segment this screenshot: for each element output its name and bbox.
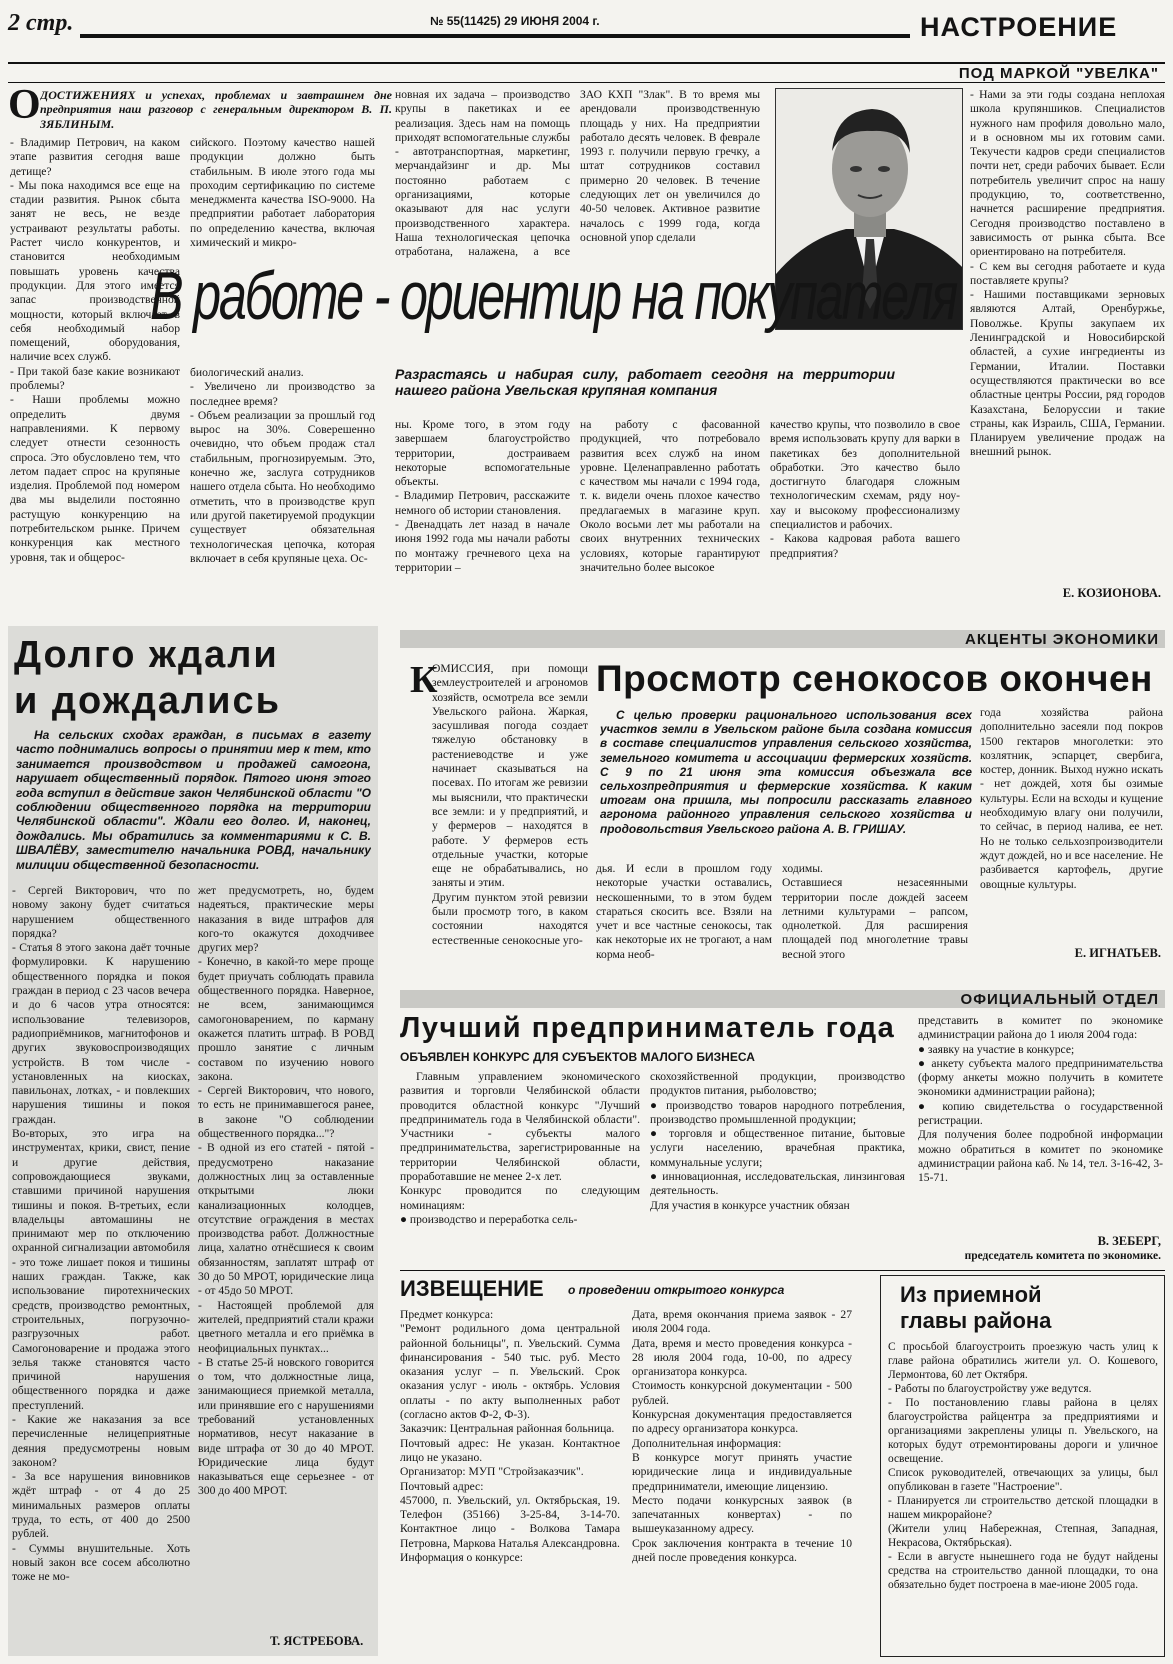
article2-col1: - Сергей Викторович, что по новому закону будет считаться нарушением общественного порядка? - Статья 8 этого закона даёт точные формулировки. К нарушению общественного порядка и покоя граждан в период с 23 часов вечера и до 6 часов утра относятся: использование телевизоров, радиоприёмников, магнитофонов и других звуковоспроизводящих устройств. В том числе - установленных на киосках, павильонах, лотках, - и повлекших нарушения тишины и покоя граждан. Во-вторых, это игра на инструментах, крики, свист, пение и другие действия, сопровождающиеся звуками, ставшими причиной нарушения тишины и покоя. В-третьих, если владельцы автомашины не принимают мер по отключению охранной сигнализации автомобиля - это тоже лишает покоя и тишины наших граждан. Также, как использование пиротехнических средств, производство ремонтных, строительных, погрузочно-разгрузочных работ. Самогоноварение и продажа этого зелья также становятся часто причиной нарушения общественного порядка и даже преступлений. - Какие же наказания за все перечисленные нелицеприятные деяния предусмотрены новым законом? - За все нарушения виновников ждёт штраф - от 4 до 25 минимальных размеров оплаты труда, то есть, от 400 до 2500 рублей. - Суммы внушительные. Хоть новый закон все сосем абсолютно тоже не мо- bbox=[12, 884, 190, 1584]
article4-col1: Главным управлением экономического развития и торговли Челябинской области проводится областной конкурс "Лучший предприниматель года в Челябинской области". Участники - субъекты малого предпринимательства, зарегистрированные на территории Челябинской области, проработавшие не менее 2-х лет. Конкурс проводится по следующим номинациям: ● производство и переработка сель- bbox=[400, 1070, 640, 1226]
article1-intro: ДОСТИЖЕНИЯХ и успехах, проблемах и завтрашнем дне предприятия наш разговор с генеральным директором В. П. ЗЯБЛИНЫМ. bbox=[40, 88, 392, 131]
article1-col6: - Нами за эти годы создана неплохая школа крупяншиков. Специалистов нужного нам профиля довольно мало, и в основном мы их готовим сами. Текучести кадров среди специалистов почти нет, среди рабочих бывает. Если потребитель увеличит спрос на нашу продукцию, то, соответственно, начнется расширение предприятия. Сегодня производство поставлено в зависимость от рынка сбыта. Все ориентировано на потребителя. - С кем вы сегодня работаете и куда поставляете крупы? - Нашими поставщиками зерновых являются Алтай, Оренбуржье, Поволжье. Крупы закупаем их Ленинградской и Новосибирской областей, а сухие ингредиенты из Германии, Италии. Поставки осуществляются практически во все областные центры России, ряд городов Казахстана, Белоруссии и такие страны, как Израиль, США, Германии. Планируем увеличение продаж на внешний рынок. bbox=[970, 88, 1165, 459]
article5-subtitle: о проведении открытого конкурса bbox=[568, 1283, 785, 1297]
page-number: 2 стр. bbox=[8, 10, 74, 36]
article2-title-line1: Долго ждали bbox=[14, 634, 279, 676]
article4-subtitle: ОБЪЯВЛЕН КОНКУРС ДЛЯ СУБЪЕКТОВ МАЛОГО БИЗНЕСА bbox=[400, 1050, 755, 1064]
article2-col2: жет предусмотреть, но, будем надеяться, практические меры наказания в виде штрафов для кого-то окажутся доходчивее других мер? - Конечно, в какой-то мере проще будет приучать соблюдать правила общественного порядка. Наверное, не всем, занимающимся самогоноварением, по карману окажется платить штраф. В РОВД прошло занятие с личным составом по изучению нового закона. - Сергей Викторович, что нового, то есть не принимавшегося ранее, в законе "О соблюдении общественного порядка..."? - В одной из его статей - пятой - предусмотрено наказание должностных лиц за оставленные открытыми люки канализационных колодцев, отсутствие ограждения в местах производства работ. Должностные лица, халатно отнёсшиеся к своим обязанностям, заплатят штраф от 30 до 50 МРОТ, юридические лица - от 45до 50 МРОТ. - Настоящей проблемой для жителей, предприятий стали кражи цветного металла и его приёмка в неофициальных пунктах... - В статье 25-й новского говорится о том, что должностные лица, занимающиеся приемкой металла, или принявшие его с нарушениями требований установленных нормативов, несут наказание в виде штрафа от 30 до 40 МРОТ. Юридические лица будут наказываться еще серьезнее - от 300 до 400 МРОТ. bbox=[198, 884, 374, 1498]
article3-col2: дья. И если в прошлом году некоторые участки оставались, нескошенными, то в этом будем стараться скосить все. Взяли на учет и все частные сенокосы, так как некоторые их не трогают, а нам корма необ- bbox=[596, 862, 772, 961]
article4-signature-name: В. ЗЕБЕРГ, bbox=[1097, 1234, 1161, 1248]
article6-title-line1: Из приемной bbox=[900, 1282, 1042, 1307]
article3-dropcap: К bbox=[410, 659, 438, 701]
article4-title: Лучший предприниматель года bbox=[400, 1012, 896, 1044]
header-rule bbox=[8, 62, 1165, 64]
article3-signature: Е. ИГНАТЬЕВ. bbox=[1074, 946, 1161, 960]
article3-lead: С целью проверки рационального использования всех участков земли в Увельском районе была создана комиссия в составе специалистов управления сельского хозяйства, земельного комитета и ассоциации фермерских хозяйств. С 9 по 21 июня эта комиссия объезжала все сельхозпредприятия и фермерские хозяйства. К каким итогам она пришла, мы попросили рассказать главного агронома районного управления сельского хозяйства и продовольствия Увельского района А. В. ГРИШАУ. bbox=[600, 708, 972, 836]
article4-kicker: ОФИЦИАЛЬНЫЙ ОТДЕЛ bbox=[960, 991, 1159, 1008]
article3-col1: ОМИССИЯ, при помощи землеустроителей и агрономов хозяйств, осмотрела все земли Увельского района. Жаркая, засушливая погода создает тяжелую обстановку в растениеводстве и уже начинает сказываться на посевах. По итогам же ревизии мы выяснили, что практически все земли: и у предприятий, и у фермеров – находятся в работе. У фермеров есть отдельные участки, которые еще не обрабатывались, но заняты и этим. Другим пунктом этой ревизии были просмотр того, в каком состоянии находятся естественные сенокосные уго- bbox=[432, 662, 588, 947]
article1-col2-top: сийского. Поэтому качество нашей продукции должно быть стабильным. В июле этого года мы проходим сертификацию по системе менеджмента качества ISO-9000. На предприятии работает лаборатория по определению качества, включая химический и микро- bbox=[190, 136, 375, 250]
article3-col3: ходимы. Оставшиеся незасеянными территории после дождей засеем летними культурами – рапсом, однолеткой. Для расширения площадей под многолетние травы весной этого bbox=[782, 862, 968, 961]
article1-col4-bottom: на работу с фасованной продукцией, что потребовало развития всех служб на ином уровне. Целенаправленно работать с качеством мы начали с 1994 года, т. к. видели очень плохое качество предлагаемых в магазине круп. Около восьми лет мы работали на своих внутренних технических условиях, которые гарантируют значительно более высокое bbox=[580, 418, 760, 574]
article1-kicker-rule bbox=[8, 82, 1165, 83]
article1-subtitle: Разрастаясь и набирая силу, работает сегодня на территории нашего района Увельская крупяная компания bbox=[395, 366, 895, 398]
article1-title: В работе - ориентир на покупателя bbox=[150, 258, 957, 334]
article1-col3-top: новная их задача – производство крупы в пакетиках и ее реализация. Здесь нам на помощь приходят вспомогательные службы - автотранспортная, маркетинг, мерчандайзинг и др. Мы постоянно работаем с организациями, которые оказывают для нас услуги производственного характера. Наша технологическая цепочка отработана, налажена, а все bbox=[395, 88, 570, 259]
article4-col3: представить в комитет по экономике администрации района до 1 июля 2004 года: ● заявку на участие в конкурсе; ● анкету субъекта малого предпринимательства (форму анкеты можно получить в комитете экономики администрации района); ● копию свидетельства о государственной регистрации. Для получения более подробной информации можно обратиться в комитет по экономике администрации района каб. № 14, тел. 3-16-42, 3-15-71. bbox=[918, 1014, 1163, 1185]
article4-col2: скохозяйственной продукции, производство продуктов питания, рыболовство; ● производство товаров народного потребления, производство промышленной продукции; ● торговля и общественное питание, бытовые услуги населению, врачебная практика, коммунальные услуги; ● инновационная, исследовательская, линзинговая деятельность. Для участия в конкурсе участник обязан bbox=[650, 1070, 905, 1212]
article1-kicker: ПОД МАРКОЙ "УВЕЛКА" bbox=[958, 65, 1159, 82]
article3-title: Просмотр сенокосов окончен bbox=[596, 658, 1153, 699]
article1-dropcap: О bbox=[8, 82, 41, 128]
article5-col2: Дата, время окончания приема заявок - 27 июля 2004 года. Дата, время и место проведения конкурса - 28 июля 2004 года, 10-00, по адресу организатора конкурса. Стоимость конкурсной документации - 500 рублей. Конкурсная документация предоставляется по адресу организатора конкурса. Дополнительная информация: В конкурсе могут принять участие юридические лица и индивидуальные предприниматели, имеющие лицензию. Место подачи конкурсных заявок (в запечатанных конвертах) - по вышеуказанному адресу. Срок заключения контракта в течение 10 дней после проведения конкурса. bbox=[632, 1308, 852, 1565]
article2-signature: Т. ЯСТРЕБОВА. bbox=[270, 1634, 364, 1648]
article1-col5-bottom: качество крупы, что позволило в свое время использовать крупу для варки в пакетиках без дополнительной обработки. Это качество было достигнуто благодаря сложным технологическим схемам, ряду ноу-хау и высокому профессионализму специалистов и рабочих. - Какова кадровая работа вашего предприятия? bbox=[770, 418, 960, 560]
article2-title-line2: и дождались bbox=[14, 680, 281, 722]
issue-date: № 55(11425) 29 ИЮНЯ 2004 г. bbox=[430, 14, 600, 28]
article2-lead: На сельских сходах граждан, в письмах в газету часто поднимались вопросы о принятии мер к тем, кто занимается производством и продажей самогона, нарушает общественный порядок. Пятого июня этого года вступил в действие закон Челябинской области "О соблюдении общественного порядка на территории Челябинской области". Ждали его долго. И, наконец, дождались. Мы обратились за комментариями к С. В. ШВАЛЁВУ, заместителю начальника РОВД, начальнику милиции общественной безопасности. bbox=[16, 728, 371, 872]
article1-col4-top: ЗАО КХП "Злак". В то время мы арендовали производственную площадь у них. На предприятии работало десять человек. В феврале 1993 г. получили первую гречку, а штат сотрудников составил примерно 20 человек. В течение следующих лет он увеличился до 40-50 человек. Активное развитие началось с 1999 года, когда основной упор сделали bbox=[580, 88, 760, 244]
article5-title: ИЗВЕЩЕНИЕ bbox=[400, 1276, 544, 1301]
article1-col3-bottom: ны. Кроме того, в этом году завершаем благоустройство территории, достраиваем некоторые вспомогательные объекты. - Владимир Петрович, расскажите немного об истории становления. - Двенадцать лет назад в начале июня 1992 года мы начали работы по монтажу гречневого цеха на территории – bbox=[395, 418, 570, 574]
article1-signature: Е. КОЗИОНОВА. bbox=[1062, 586, 1161, 600]
article4-bottom-rule bbox=[400, 1270, 1165, 1271]
article4-signature-title: председатель комитета по экономике. bbox=[964, 1250, 1161, 1262]
article6-title-line2: главы района bbox=[900, 1308, 1052, 1333]
article6-body: С просьбой благоустроить проезжую часть улиц к главе района обратились жители ул. О. Кошевого, Лермонтова, 60 лет Октября. - Работы по благоустройству уже ведутся. - По постановлению главы района в целях благоустройства райцентра за предприятиями и организациями закреплены улицы п. Увельского, на которых будут отремонтированы дороги и уличное освещение. Список руководителей, отвечающих за улицы, был опубликован в газете "Настроение". - Планируется ли строительство детской площадки в нашем микрорайоне? (Жители улиц Набережная, Степная, Западная, Некрасова, Октябрьская). - Если в августе нынешнего года не будут найдены средства на строительство данной площадки, то она обязательно будет построена в мае-июне 2005 года. bbox=[888, 1341, 1158, 1591]
article3-col4: года хозяйства района дополнительно засеяли под покров 1500 гектаров многолетки: это козлятник, эспарцет, свербига, костер, донник. Выход нужно искать - нет дождей, хотя бы озимые культуры. Если на всходы и кущение необходимую влагу они получили, то сейчас, в период налива, ее нет. Но не только сельхозпроизводители ждут дождей, но и все население. Не разбивается картофель, другие овощные культуры. bbox=[980, 706, 1163, 891]
masthead-rule bbox=[80, 34, 910, 38]
section-title: НАСТРОЕНИЕ bbox=[920, 12, 1118, 42]
article3-kicker: АКЦЕНТЫ ЭКОНОМИКИ bbox=[964, 631, 1159, 648]
article1-col1: - Владимир Петрович, на каком этапе развития сегодня ваше детище? - Мы пока находимся все еще на стадии развития. Рынок сбыта занят не весь, не везде устраивают результаты работы. Растет число конкурентов, и становится необходимым повышать уровень качества продукции. Для этого имеется запас производственной мощности, который включает в себя необходимый набор помещений, оборудования, наличие всех служб. - При такой базе какие возникают проблемы? - Наши проблемы можно определить двумя направлениями. К первому следует отнести сезонность спроса. Это обусловлено тем, что летом падает спрос на крупяные изделия. Проблемой под номером два мы выделили постоянно растущую конкуренцию на потребительском рынке. Причем конкуренция как местного уровня, так и общерос- bbox=[10, 136, 180, 564]
article5-col1: Предмет конкурса: "Ремонт родильного дома центральной районной больницы", п. Увельский. Сумма финансирования - 540 тыс. руб. Место оказания услуг – п. Увельский. Срок оказания услуг - июль - октябрь. Условия оплаты - по акту выполненных работ (согласно актов Ф-2, Ф-3). Заказчик: Центральная районная больница. Почтовый адрес: Не указан. Контактное лицо не указано. Организатор: МУП "Стройзаказчик". Почтовый адрес: 457000, п. Увельский, ул. Октябрьская, 19. Телефон (35166) 3-25-84, 3-14-70. Контактное лицо - Волкова Тамара Петровна, Маркова Наталья Александровна. Информация о конкурсе: bbox=[400, 1308, 620, 1565]
article1-col2-bottom: биологический анализ. - Увеличено ли производство за последнее время? - Объем реализации за прошлый год вырос на 30%. Соверешенно очевидно, что объем продаж стал стабильным, прогнозируемым. Это, конечно же, заслуга сотрудников нашего отдела сбыта. Но необходимо отметить, что в производстве круп или другой пакетируемой продукции существует обязательная технологическая цепочка, которая включает в себя крупяные цеха. Ос- bbox=[190, 366, 375, 565]
